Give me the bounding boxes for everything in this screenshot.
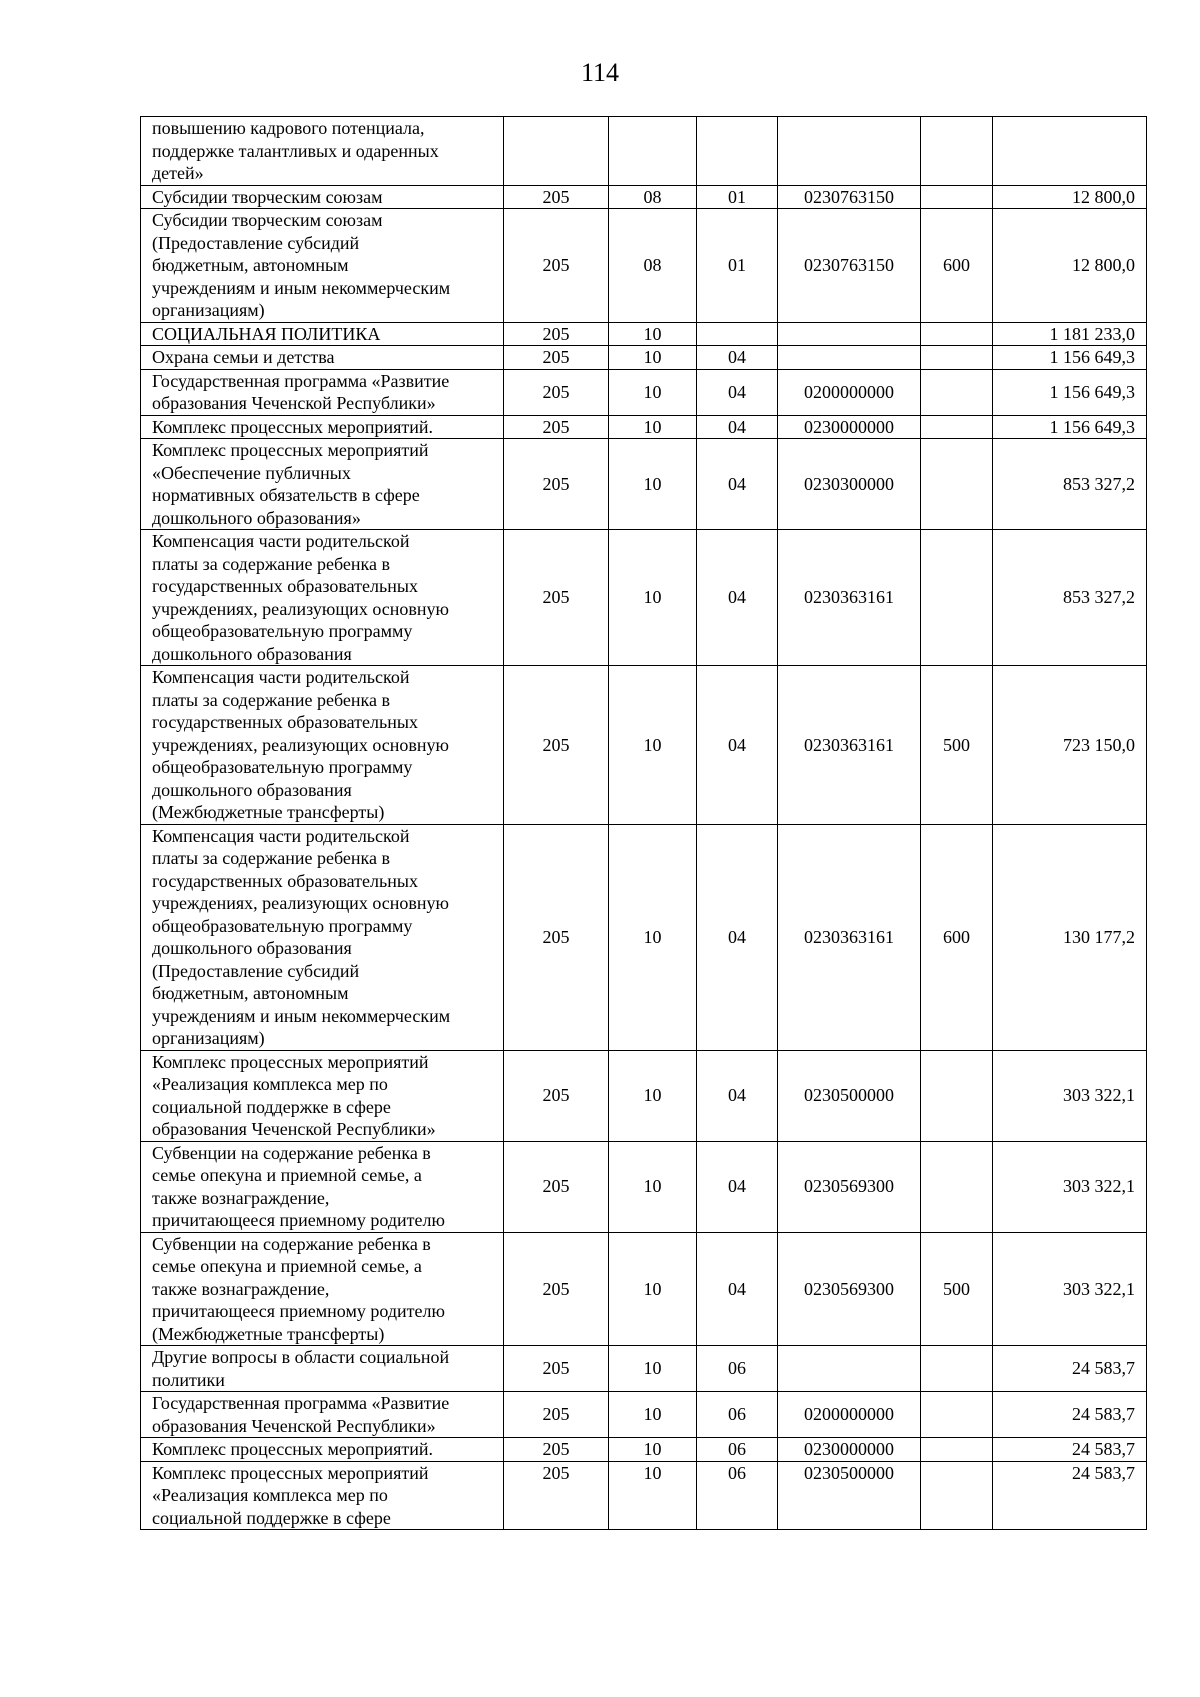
target-article-cell: 0230763150 [778,185,921,209]
item-name-line: (Межбюджетные трансферты) [152,802,385,822]
item-name-line: государственных образовательных [152,870,418,891]
item-name-line: Компенсация части родительской [152,531,410,551]
amount-cell: 12 800,0 [993,209,1147,323]
section-cell: 10 [609,322,697,346]
item-name-line: организациям) [152,300,265,320]
item-name-line: учреждениям и иным некоммерческим [152,277,451,298]
section-cell: 10 [609,1461,697,1530]
item-name-line: учреждениях, реализующих основную [152,734,449,755]
subsection-cell: 04 [697,439,778,530]
table-row [141,117,1147,186]
table-row [141,209,1147,323]
section-cell: 10 [609,369,697,415]
subsection-cell: 04 [697,824,778,1050]
section-cell: 10 [609,439,697,530]
grbs-cell: 205 [504,1050,609,1141]
item-name-line: поддержке талантливых и одаренных [152,140,439,161]
item-name-line: государственных образовательных [152,576,418,596]
grbs-cell: 205 [504,415,609,439]
subsection-cell: 04 [697,369,778,415]
item-name-line: нормативных обязательств в сфере [152,485,420,505]
section-cell: 10 [609,1346,697,1392]
item-name-cell [141,369,504,415]
item-name-line: Компенсация части родительской [152,667,410,687]
amount-cell: 853 327,2 [993,439,1147,530]
item-name-line: Комплекс процессных мероприятий. [152,1439,434,1459]
item-name-line: (Межбюджетные трансферты) [152,1323,385,1344]
item-name-line: повышению кадрового потенциала, [152,118,425,138]
target-article-cell: 0230000000 [778,1438,921,1462]
grbs-cell: 205 [504,530,609,666]
item-name-line: государственных образовательных [152,712,418,732]
target-article-cell [778,117,921,186]
amount-cell: 24 583,7 [993,1438,1147,1462]
subsection-cell: 06 [697,1461,778,1530]
item-name-line: детей» [152,163,204,183]
grbs-cell [504,117,609,186]
expense-type-cell [921,1461,993,1530]
item-name-line: также вознаграждение, [152,1278,330,1299]
item-name-cell [141,1141,504,1232]
expense-type-cell [921,322,993,346]
subsection-cell: 06 [697,1346,778,1392]
item-name-line: платы за содержание ребенка в [152,553,390,574]
item-name-line: Другие вопросы в области социальной [152,1347,450,1367]
target-article-cell: 0200000000 [778,1392,921,1438]
table-row [141,824,1147,1050]
expense-type-cell [921,346,993,370]
section-cell: 08 [609,209,697,323]
target-article-cell [778,1346,921,1392]
item-name-line: платы за содержание ребенка в [152,689,390,710]
item-name-cell [141,185,504,209]
item-name-line: Комплекс процессных мероприятий [152,1051,429,1072]
section-cell: 10 [609,1050,697,1141]
subsection-cell: 04 [697,346,778,370]
amount-cell: 1 181 233,0 [993,322,1147,346]
table-row [141,1438,1147,1462]
item-name-cell [141,1050,504,1141]
item-name-line: «Обеспечение публичных [152,462,351,483]
target-article-cell: 0230569300 [778,1141,921,1232]
budget-table [140,116,1147,1530]
subsection-cell [697,117,778,186]
item-name-line: причитающееся приемному родителю [152,1210,445,1230]
expense-type-cell [921,117,993,186]
table-row [141,1392,1147,1438]
section-cell: 10 [609,1392,697,1438]
item-name-cell [141,1461,504,1530]
table-row [141,1232,1147,1346]
section-cell: 10 [609,346,697,370]
table-row [141,439,1147,530]
item-name-line: (Предоставление субсидий [152,960,360,981]
target-article-cell: 0230363161 [778,530,921,666]
item-name-line: Государственная программа «Развитие [152,1393,450,1413]
target-article-cell: 0230363161 [778,824,921,1050]
grbs-cell: 205 [504,824,609,1050]
amount-cell: 303 322,1 [993,1050,1147,1141]
subsection-cell: 01 [697,209,778,323]
table-row [141,322,1147,346]
item-name-line: дошкольного образования» [152,507,361,528]
section-cell: 10 [609,1232,697,1346]
section-cell: 10 [609,1141,697,1232]
item-name-line: бюджетным, автономным [152,983,349,1003]
table-row [141,1050,1147,1141]
grbs-cell: 205 [504,1232,609,1346]
item-name-line: социальной поддержке в сфере [152,1096,391,1117]
amount-cell: 1 156 649,3 [993,346,1147,370]
section-cell: 10 [609,1438,697,1462]
grbs-cell: 205 [504,1461,609,1530]
item-name-cell [141,322,504,346]
item-name-line: также вознаграждение, [152,1187,330,1208]
expense-type-cell [921,185,993,209]
amount-cell: 723 150,0 [993,666,1147,825]
item-name-line: организациям) [152,1028,265,1048]
item-name-line: Компенсация части родительской [152,825,410,846]
table-row [141,1141,1147,1232]
item-name-line: дошкольного образования [152,643,352,664]
expense-type-cell [921,369,993,415]
expense-type-cell [921,1392,993,1438]
item-name-line: причитающееся приемному родителю [152,1301,445,1321]
expense-type-cell [921,1346,993,1392]
section-cell: 10 [609,824,697,1050]
item-name-line: дошкольного образования [152,779,352,800]
item-name-line: Субвенции на содержание ребенка в [152,1142,431,1163]
grbs-cell: 205 [504,209,609,323]
item-name-line: Государственная программа «Развитие [152,370,450,391]
subsection-cell: 06 [697,1438,778,1462]
item-name-cell [141,824,504,1050]
item-name-line: Субвенции на содержание ребенка в [152,1233,431,1254]
grbs-cell: 205 [504,1346,609,1392]
section-cell: 08 [609,185,697,209]
amount-cell [993,117,1147,186]
item-name-line: общеобразовательную программу [152,621,413,641]
target-article-cell: 0230763150 [778,209,921,323]
expense-type-cell: 600 [921,824,993,1050]
grbs-cell: 205 [504,439,609,530]
expense-type-cell [921,415,993,439]
subsection-cell: 06 [697,1392,778,1438]
table-row [141,1346,1147,1392]
item-name-line: социальной поддержке в сфере [152,1507,391,1528]
subsection-cell: 01 [697,185,778,209]
item-name-line: политики [152,1369,225,1390]
expense-type-cell: 600 [921,209,993,323]
grbs-cell: 205 [504,1438,609,1462]
section-cell: 10 [609,666,697,825]
target-article-cell: 0230363161 [778,666,921,825]
grbs-cell: 205 [504,322,609,346]
item-name-line: СОЦИАЛЬНАЯ ПОЛИТИКА [152,323,381,344]
table-row [141,530,1147,666]
target-article-cell: 0230500000 [778,1461,921,1530]
item-name-line: Субсидии творческим союзам [152,210,383,230]
item-name-line: Комплекс процессных мероприятий. [152,416,434,437]
table-row [141,1461,1147,1530]
item-name-line: платы за содержание ребенка в [152,848,390,868]
item-name-line: образования Чеченской Республики» [152,393,436,413]
page-number: 114 [580,58,620,87]
expense-type-cell [921,1438,993,1462]
item-name-line: бюджетным, автономным [152,255,349,275]
item-name-cell [141,1392,504,1438]
expense-type-cell [921,530,993,666]
target-article-cell: 0230500000 [778,1050,921,1141]
grbs-cell: 205 [504,1392,609,1438]
table-row [141,415,1147,439]
item-name-line: учреждениям и иным некоммерческим [152,1005,451,1026]
target-article-cell: 0230569300 [778,1232,921,1346]
item-name-cell [141,1346,504,1392]
subsection-cell: 04 [697,1050,778,1141]
item-name-cell [141,117,504,186]
item-name-line: образования Чеченской Республики» [152,1415,436,1436]
table-row [141,666,1147,825]
section-cell [609,117,697,186]
table-row [141,369,1147,415]
amount-cell: 1 156 649,3 [993,415,1147,439]
section-cell: 10 [609,530,697,666]
item-name-line: (Предоставление субсидий [152,232,360,253]
amount-cell: 1 156 649,3 [993,369,1147,415]
item-name-line: Комплекс процессных мероприятий [152,440,429,460]
amount-cell: 12 800,0 [993,185,1147,209]
amount-cell: 130 177,2 [993,824,1147,1050]
item-name-line: образования Чеченской Республики» [152,1119,436,1139]
item-name-line: дошкольного образования [152,938,352,958]
amount-cell: 24 583,7 [993,1461,1147,1530]
subsection-cell: 04 [697,1141,778,1232]
subsection-cell: 04 [697,666,778,825]
expense-type-cell [921,1141,993,1232]
amount-cell: 853 327,2 [993,530,1147,666]
item-name-cell [141,666,504,825]
subsection-cell: 04 [697,415,778,439]
item-name-cell [141,1232,504,1346]
item-name-line: «Реализация комплекса мер по [152,1485,388,1505]
target-article-cell [778,346,921,370]
expense-type-cell: 500 [921,666,993,825]
item-name-line: учреждениях, реализующих основную [152,893,449,913]
item-name-line: «Реализация комплекса мер по [152,1074,388,1094]
grbs-cell: 205 [504,346,609,370]
item-name-line: Комплекс процессных мероприятий [152,1462,429,1483]
item-name-line: общеобразовательную программу [152,757,413,777]
grbs-cell: 205 [504,369,609,415]
table-row [141,346,1147,370]
item-name-cell [141,209,504,323]
section-cell: 10 [609,415,697,439]
expense-type-cell [921,1050,993,1141]
grbs-cell: 205 [504,1141,609,1232]
amount-cell: 24 583,7 [993,1392,1147,1438]
expense-type-cell [921,439,993,530]
table-row [141,185,1147,209]
item-name-cell [141,1438,504,1462]
item-name-cell [141,415,504,439]
amount-cell: 24 583,7 [993,1346,1147,1392]
target-article-cell: 0230300000 [778,439,921,530]
amount-cell: 303 322,1 [993,1141,1147,1232]
item-name-cell [141,439,504,530]
item-name-line: учреждениях, реализующих основную [152,598,449,619]
item-name-line: Охрана семьи и детства [152,347,335,367]
target-article-cell: 0200000000 [778,369,921,415]
expense-type-cell: 500 [921,1232,993,1346]
item-name-line: семье опекуна и приемной семье, а [152,1256,422,1276]
item-name-cell [141,346,504,370]
target-article-cell [778,322,921,346]
subsection-cell: 04 [697,530,778,666]
amount-cell: 303 322,1 [993,1232,1147,1346]
grbs-cell: 205 [504,666,609,825]
item-name-line: общеобразовательную программу [152,915,413,936]
item-name-line: семье опекуна и приемной семье, а [152,1165,422,1185]
table-body [141,117,1147,1530]
item-name-line: Субсидии творческим союзам [152,186,383,207]
subsection-cell: 04 [697,1232,778,1346]
item-name-cell [141,530,504,666]
target-article-cell: 0230000000 [778,415,921,439]
subsection-cell [697,322,778,346]
grbs-cell: 205 [504,185,609,209]
